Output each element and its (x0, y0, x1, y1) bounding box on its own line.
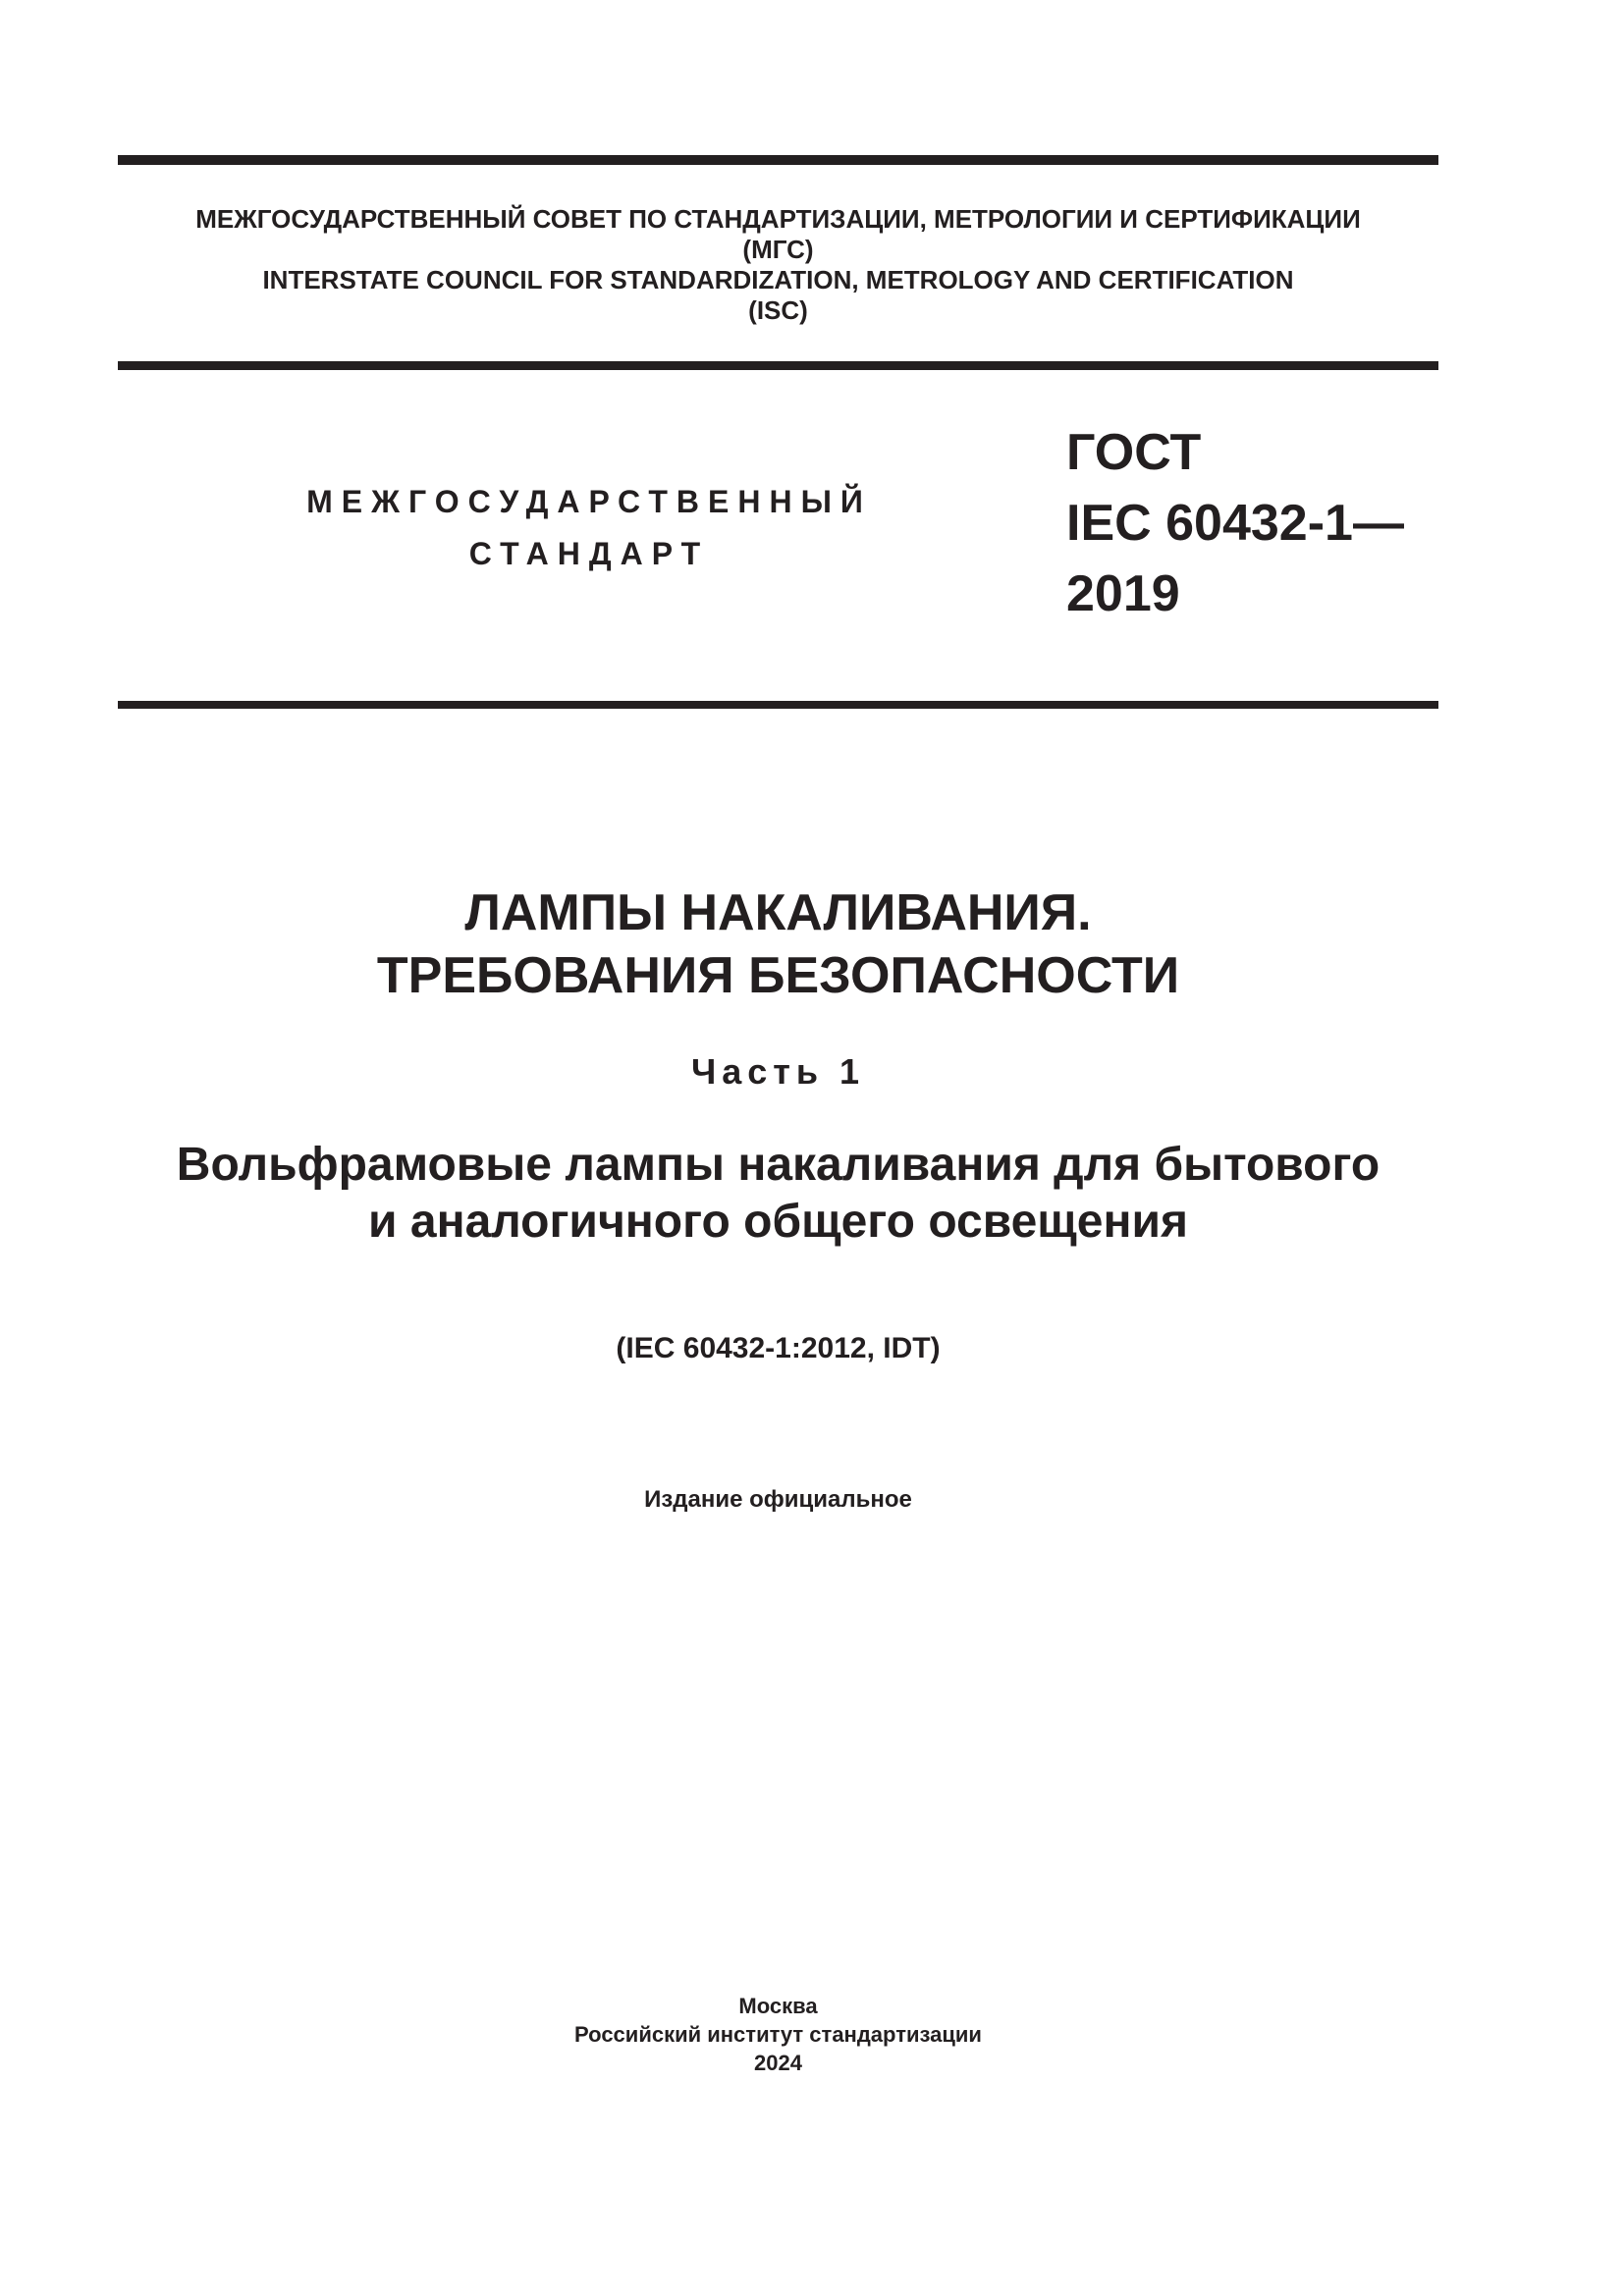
subtitle-line2: и аналогичного общего освещения (368, 1196, 1188, 1248)
bottom-rule (118, 701, 1438, 709)
designation-line2: IEC 60432-1— (1066, 495, 1404, 552)
title-line2: ТРЕБОВАНИЯ БЕЗОПАСНОСТИ (376, 947, 1180, 1004)
standard-kind (236, 476, 943, 580)
council-abbr-en: (ISC) (748, 295, 808, 325)
imprint-city: Москва (738, 1994, 818, 2018)
imprint (118, 1992, 1438, 2077)
designation-line1: ГОСТ (1066, 424, 1202, 481)
council-name-ru: МЕЖГОСУДАРСТВЕННЫЙ СОВЕТ ПО СТАНДАРТИЗАЦИИ, МЕТРОЛОГИИ И СЕРТИФИКАЦИИ (195, 204, 1361, 234)
top-rule (118, 155, 1438, 165)
standard-kind-line2: СТАНДАРТ (468, 536, 710, 571)
title-line1: ЛАМПЫ НАКАЛИВАНИЯ. (464, 884, 1092, 941)
standard-designation (1066, 417, 1404, 629)
designation-line3: 2019 (1066, 565, 1180, 622)
subtitle-line1: Вольфрамовые лампы накаливания для бытового (176, 1139, 1380, 1191)
document-title (118, 881, 1438, 1007)
imprint-publisher: Российский институт стандартизации (574, 2022, 982, 2047)
part-label: Часть 1 (690, 1051, 866, 1092)
council-name-en: INTERSTATE COUNCIL FOR STANDARDIZATION, METROLOGY AND CERTIFICATION (262, 265, 1294, 294)
document-subtitle (118, 1137, 1438, 1251)
imprint-year: 2024 (754, 2051, 802, 2075)
edition-note: Издание официальное (644, 1486, 912, 1513)
iec-reference: (IEC 60432-1:2012, IDT) (616, 1332, 941, 1364)
standard-kind-line1: МЕЖГОСУДАРСТВЕННЫЙ (306, 484, 872, 519)
council-abbr-ru: (МГС) (742, 235, 814, 264)
middle-rule (118, 361, 1438, 370)
council-header (118, 204, 1438, 326)
